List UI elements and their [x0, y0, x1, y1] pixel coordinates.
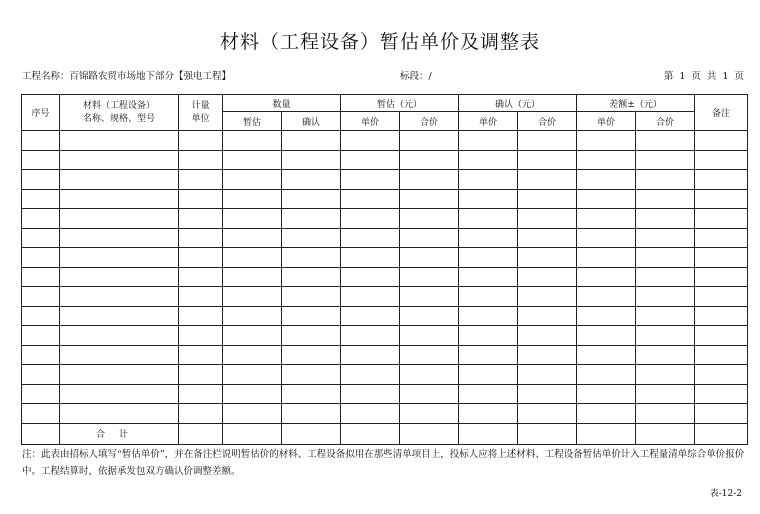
table-cell	[636, 287, 695, 307]
table-cell	[518, 131, 577, 151]
table-cell	[636, 228, 695, 248]
header-unit-line1: 计量	[191, 100, 210, 111]
table-cell	[577, 287, 636, 307]
table-cell	[22, 267, 60, 287]
table-cell	[400, 326, 459, 346]
total-cell	[636, 423, 695, 444]
table-cell	[22, 209, 60, 229]
header-diff: 差额±（元）	[577, 95, 695, 112]
table-cell	[341, 170, 400, 190]
table-cell	[695, 228, 748, 248]
table-cell	[341, 267, 400, 287]
table-cell	[518, 326, 577, 346]
table-cell	[577, 365, 636, 385]
table-row	[22, 384, 748, 404]
table-row	[22, 326, 748, 346]
header-diff-unit-price: 单价	[577, 112, 636, 131]
table-cell	[518, 404, 577, 424]
table-cell	[400, 306, 459, 326]
table-cell	[400, 209, 459, 229]
table-cell	[459, 248, 518, 268]
table-cell	[695, 267, 748, 287]
table-cell	[636, 209, 695, 229]
total-cell	[459, 423, 518, 444]
table-cell	[695, 209, 748, 229]
table-cell	[223, 170, 282, 190]
table-cell	[22, 248, 60, 268]
table-cell	[179, 365, 223, 385]
table-cell	[695, 326, 748, 346]
table-cell	[341, 326, 400, 346]
table-cell	[179, 228, 223, 248]
table-cell	[577, 209, 636, 229]
table-cell	[282, 287, 341, 307]
table-cell	[223, 248, 282, 268]
table-cell	[60, 345, 179, 365]
table-cell	[60, 365, 179, 385]
table-cell	[341, 384, 400, 404]
table-cell	[282, 345, 341, 365]
table-cell	[636, 189, 695, 209]
table-cell	[282, 326, 341, 346]
table-cell	[223, 267, 282, 287]
table-cell	[341, 131, 400, 151]
table-cell	[22, 384, 60, 404]
table-cell	[60, 248, 179, 268]
table-cell	[459, 404, 518, 424]
table-cell	[459, 170, 518, 190]
table-cell	[22, 228, 60, 248]
table-cell	[695, 404, 748, 424]
table-row	[22, 170, 748, 190]
table-cell	[282, 384, 341, 404]
table-cell	[60, 209, 179, 229]
table-cell	[179, 189, 223, 209]
table-cell	[459, 345, 518, 365]
table-cell	[636, 131, 695, 151]
table-cell	[577, 131, 636, 151]
table-row	[22, 150, 748, 170]
table-row	[22, 131, 748, 151]
table-cell	[518, 248, 577, 268]
table-row	[22, 287, 748, 307]
table-cell	[22, 365, 60, 385]
table-cell	[282, 248, 341, 268]
table-cell	[400, 228, 459, 248]
table-cell	[22, 326, 60, 346]
table-cell	[577, 345, 636, 365]
header-qty-confirm: 确认	[282, 112, 341, 131]
table-cell	[341, 345, 400, 365]
table-cell	[459, 287, 518, 307]
table-cell	[179, 131, 223, 151]
table-cell	[22, 189, 60, 209]
table-cell	[695, 189, 748, 209]
table-note: 注：此表由招标人填写“暂估单价”，并在备注栏说明暂估价的材料、工程设备拟用在那些清单项目上，投标人应将上述材料、工程设备暂估单价计入工程量清单综合单价报价中。工程结算时，依据承发包双方确认价调整差额。	[22, 449, 745, 477]
table-cell	[695, 306, 748, 326]
table-cell	[695, 170, 748, 190]
table-cell	[695, 150, 748, 170]
header-unit-line2: 单位	[191, 113, 210, 124]
table-cell	[22, 404, 60, 424]
table-cell	[282, 209, 341, 229]
table-cell	[577, 267, 636, 287]
table-cell	[22, 131, 60, 151]
table-cell	[400, 248, 459, 268]
table-cell	[695, 345, 748, 365]
total-cell	[341, 423, 400, 444]
table-cell	[636, 150, 695, 170]
header-diff-total-price: 合价	[636, 112, 695, 131]
table-cell	[282, 150, 341, 170]
table-cell	[577, 306, 636, 326]
table-cell	[636, 306, 695, 326]
table-cell	[400, 404, 459, 424]
table-cell	[400, 189, 459, 209]
table-cell	[282, 170, 341, 190]
table-cell	[22, 170, 60, 190]
table-cell	[223, 404, 282, 424]
header-unit	[179, 95, 223, 131]
table-cell	[636, 248, 695, 268]
total-label: 合计	[60, 423, 179, 444]
table-cell	[282, 306, 341, 326]
header-material	[60, 95, 179, 131]
table-cell	[459, 131, 518, 151]
table-cell	[60, 287, 179, 307]
table-cell	[282, 131, 341, 151]
table-row	[22, 189, 748, 209]
table-cell	[22, 287, 60, 307]
table-cell	[400, 170, 459, 190]
table-cell	[577, 228, 636, 248]
total-cell	[282, 423, 341, 444]
table-cell	[341, 404, 400, 424]
table-cell	[179, 345, 223, 365]
table-cell	[577, 189, 636, 209]
table-cell	[400, 287, 459, 307]
header-estimate: 暂估（元）	[341, 95, 459, 112]
table-cell	[22, 306, 60, 326]
table-cell	[577, 326, 636, 346]
table-row	[22, 345, 748, 365]
table-cell	[459, 306, 518, 326]
table-cell	[577, 384, 636, 404]
table-cell	[400, 384, 459, 404]
table-cell	[577, 170, 636, 190]
table-cell	[636, 365, 695, 385]
table-cell	[636, 267, 695, 287]
table-cell	[223, 365, 282, 385]
table-cell	[459, 267, 518, 287]
table-cell	[400, 267, 459, 287]
table-cell	[282, 189, 341, 209]
table-cell	[518, 209, 577, 229]
table-cell	[179, 267, 223, 287]
table-row	[22, 365, 748, 385]
table-cell	[282, 267, 341, 287]
table-cell	[179, 209, 223, 229]
table-cell	[518, 306, 577, 326]
total-row	[22, 423, 748, 444]
table-body	[22, 131, 748, 445]
table-cell	[223, 384, 282, 404]
total-cell	[577, 423, 636, 444]
table-cell	[577, 150, 636, 170]
total-cell	[518, 423, 577, 444]
table-cell	[179, 306, 223, 326]
table-cell	[60, 326, 179, 346]
table-cell	[60, 131, 179, 151]
table-cell	[60, 170, 179, 190]
table-cell	[518, 267, 577, 287]
table-cell	[223, 189, 282, 209]
table-cell	[179, 384, 223, 404]
table-cell	[459, 228, 518, 248]
table-cell	[459, 365, 518, 385]
header-est-unit-price: 单价	[341, 112, 400, 131]
table-cell	[341, 189, 400, 209]
section-label: 标段：/	[400, 71, 432, 82]
table-cell	[60, 150, 179, 170]
total-cell	[400, 423, 459, 444]
table-cell	[518, 365, 577, 385]
header-conf-total-price: 合价	[518, 112, 577, 131]
page-indicator: 第 1 页 共 1 页	[663, 71, 744, 82]
page-title: 材料（工程设备）暂估单价及调整表	[219, 31, 540, 53]
table-cell	[695, 365, 748, 385]
table-cell	[341, 228, 400, 248]
table-cell	[400, 345, 459, 365]
table-cell	[400, 365, 459, 385]
table-cell	[179, 150, 223, 170]
table-cell	[518, 384, 577, 404]
table-cell	[60, 384, 179, 404]
table-cell	[695, 248, 748, 268]
table-cell	[636, 326, 695, 346]
table-cell	[518, 170, 577, 190]
table-cell	[179, 170, 223, 190]
header-conf-unit-price: 单价	[459, 112, 518, 131]
table-cell	[223, 306, 282, 326]
table-cell	[636, 384, 695, 404]
table-cell	[179, 404, 223, 424]
table-cell	[695, 384, 748, 404]
table-cell	[577, 248, 636, 268]
table-cell	[223, 228, 282, 248]
table-cell	[60, 267, 179, 287]
header-remark: 备注	[695, 95, 748, 131]
table-cell	[518, 287, 577, 307]
table-cell	[459, 150, 518, 170]
table-cell	[60, 228, 179, 248]
table-cell	[179, 326, 223, 346]
total-cell	[179, 423, 223, 444]
table-cell	[282, 228, 341, 248]
table-cell	[341, 209, 400, 229]
table-cell	[22, 345, 60, 365]
table-cell	[282, 365, 341, 385]
table-cell	[341, 248, 400, 268]
table-row	[22, 248, 748, 268]
table-cell	[518, 228, 577, 248]
table-cell	[179, 287, 223, 307]
table-cell	[341, 150, 400, 170]
table-cell	[60, 306, 179, 326]
header-seq: 序号	[22, 95, 60, 131]
table-cell	[22, 150, 60, 170]
form-code: 表-12-2	[709, 489, 742, 499]
header-quantity: 数量	[223, 95, 341, 112]
table-cell	[695, 131, 748, 151]
table-cell	[60, 189, 179, 209]
table-row	[22, 228, 748, 248]
table-cell	[577, 404, 636, 424]
table-row	[22, 404, 748, 424]
table-cell	[695, 287, 748, 307]
table-cell	[341, 306, 400, 326]
header-qty-estimate: 暂估	[223, 112, 282, 131]
total-cell	[223, 423, 282, 444]
table-cell	[400, 131, 459, 151]
project-name: 工程名称：百锦路农贸市场地下部分【强电工程】	[22, 71, 232, 82]
table-cell	[341, 287, 400, 307]
table-cell	[223, 287, 282, 307]
header-confirm: 确认（元）	[459, 95, 577, 112]
table-row	[22, 267, 748, 287]
table-cell	[636, 404, 695, 424]
table-cell	[400, 150, 459, 170]
table-cell	[518, 345, 577, 365]
table-row	[22, 209, 748, 229]
table-cell	[518, 150, 577, 170]
table-cell	[459, 209, 518, 229]
table-cell	[341, 365, 400, 385]
table-cell	[636, 170, 695, 190]
table-cell	[179, 248, 223, 268]
total-seq-cell	[22, 423, 60, 444]
table-row	[22, 306, 748, 326]
table-cell	[60, 404, 179, 424]
estimate-table	[21, 94, 748, 445]
table-cell	[636, 345, 695, 365]
table-cell	[223, 150, 282, 170]
table-cell	[459, 326, 518, 346]
header-material-line2: 名称、规格、型号	[82, 113, 155, 124]
table-cell	[223, 326, 282, 346]
header-material-line1: 材料（工程设备）	[82, 100, 155, 111]
header-est-total-price: 合价	[400, 112, 459, 131]
total-cell	[695, 423, 748, 444]
table-cell	[223, 131, 282, 151]
table-cell	[282, 404, 341, 424]
table-cell	[459, 189, 518, 209]
table-cell	[459, 384, 518, 404]
table-cell	[223, 345, 282, 365]
table-cell	[518, 189, 577, 209]
table-cell	[223, 209, 282, 229]
